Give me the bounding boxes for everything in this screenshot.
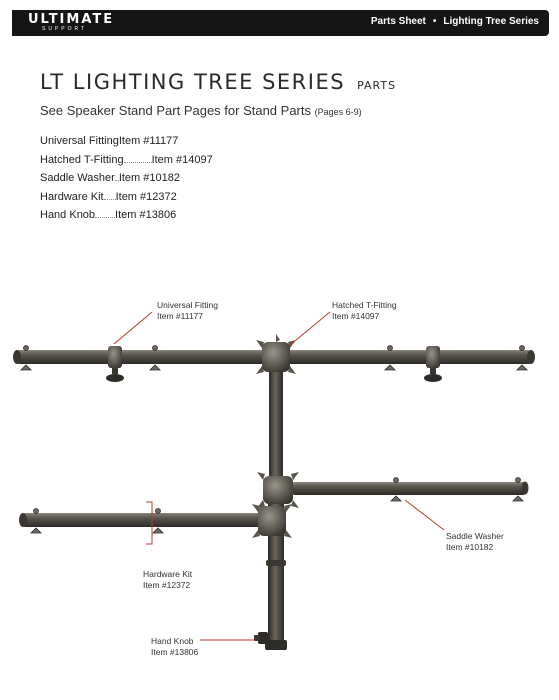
title-suffix: PARTS xyxy=(357,79,397,92)
subtitle-text: See Speaker Stand Part Pages for Stand Parts xyxy=(40,103,311,118)
callout-saddle-washer xyxy=(446,531,504,553)
part-name: Hatched T-Fitting xyxy=(40,153,124,166)
callout-item: Item #11177 xyxy=(157,311,203,321)
part-name: Universal Fitting xyxy=(40,135,119,147)
hatched-t-fitting-middle xyxy=(257,472,299,508)
top-bar-end-left xyxy=(13,350,21,364)
universal-fitting-right xyxy=(424,346,442,382)
pole-collar xyxy=(266,560,286,566)
part-name: Saddle Washer xyxy=(40,172,115,184)
header-separator: • xyxy=(432,16,437,27)
header-section: Parts Sheet xyxy=(370,16,426,27)
callout-universal-fitting xyxy=(157,300,218,322)
part-name: Hardware Kit xyxy=(40,190,104,203)
middle-bar-end xyxy=(522,482,529,495)
top-bar-end-right xyxy=(527,350,535,364)
callout-name: Saddle Washer xyxy=(446,531,504,541)
hatched-t-fitting-lower xyxy=(252,504,292,538)
callout-name: Hand Knob xyxy=(151,636,194,646)
hatched-t-fitting-top xyxy=(256,334,296,374)
hand-knob xyxy=(254,632,268,644)
part-item: Item #12372 xyxy=(115,190,177,203)
callout-hand-knob xyxy=(151,636,198,658)
brand-name: ULTIMATE xyxy=(28,12,115,27)
callout-name: Hardware Kit xyxy=(143,569,193,579)
part-item: Item #10182 xyxy=(118,172,180,184)
universal-fitting-left xyxy=(106,346,124,382)
callout-item: Item #14097 xyxy=(332,311,380,321)
part-name: Hand Knob xyxy=(40,209,96,221)
pole-end-cap xyxy=(265,640,287,650)
callout-name: Hatched T-Fitting xyxy=(332,300,397,310)
callout-hardware-kit xyxy=(143,569,192,591)
part-item: Item #14097 xyxy=(151,153,213,166)
callout-item: Item #12372 xyxy=(143,580,191,590)
lower-bar-end xyxy=(19,513,27,527)
part-item: Item #11177 xyxy=(118,135,179,147)
header-series: Lighting Tree Series xyxy=(443,16,539,27)
callout-hatched-t-fitting xyxy=(332,300,397,322)
lower-left-bar xyxy=(20,513,275,527)
middle-right-bar xyxy=(290,482,528,495)
part-item: Item #13806 xyxy=(115,209,177,221)
title-main: LT LIGHTING TREE SERIES xyxy=(40,70,346,94)
subtitle-pages: (Pages 6-9) xyxy=(314,107,362,117)
callout-name: Universal Fitting xyxy=(157,300,218,310)
brand-sub: SUPPORT xyxy=(42,26,88,32)
callout-item: Item #10182 xyxy=(446,542,494,552)
callout-item: Item #13806 xyxy=(151,647,199,657)
